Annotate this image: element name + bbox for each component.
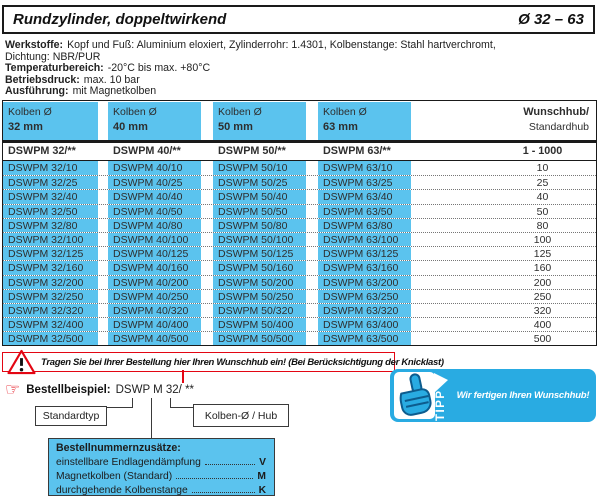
column-gutter [201,219,213,232]
order-example-code: DSWP M 32/ ** [115,384,195,396]
stroke-value: 400 [533,319,552,332]
piston-hub-label: Kolben-Ø / Hub [204,409,278,422]
order-code-cell: DSWPM 32/80 [3,219,98,232]
order-code-cell: DSWPM 63/80 [318,219,411,232]
suffix-list [56,455,266,497]
column-gutter [306,205,318,218]
column-gutter [306,102,318,140]
column-gutter [98,318,108,331]
spec-text: mit Magnetkolben [72,85,157,98]
column-gutter [98,276,108,289]
column-gutter [201,261,213,274]
order-code-cell: DSWPM 40/125 [108,247,201,260]
table-row [3,289,596,303]
connector-line [107,407,133,408]
spec-text: max. 10 bar [83,73,140,86]
order-code-cell: DSWPM 32/400 [3,318,98,331]
order-code-cell: DSWPM 32/50 [3,205,98,218]
warning-text: Tragen Sie bei Ihrer Bestellung hier Ihren Wunschhub ein! (Bei Berücksichtigung der Knicklast) [41,356,444,368]
order-code-cell: DSWPM 32/200 [3,276,98,289]
table-row [3,175,596,189]
column-gutter [98,102,108,140]
column-gutter [98,290,108,303]
column-header-line2: 40 mm [113,121,148,133]
suffix-text: durchgehende Kolbenstange [56,485,188,496]
suffix-text: Magnetkolben (Standard) [56,471,173,482]
column-gutter [201,143,213,160]
spec-label: Betriebsdruck: [5,73,80,86]
table-row [3,303,596,317]
suffix-option [56,469,266,483]
column-gutter [201,161,213,175]
stroke-value: 50 [536,205,549,218]
order-code-cell: DSWPM 40/80 [108,219,201,232]
spec-text: Kopf und Fuß: Aluminium eloxiert, Zylinderrohr: 1.4301, Kolbenstange: Stahl hartverchromt, [67,39,496,51]
order-code-cell: DSWPM 50/320 [213,304,306,317]
column-header-line1: Kolben Ø [8,106,52,118]
order-code-cell: DSWPM 50/100 [213,233,306,246]
order-code-cell: DSWPM 32/10 [3,161,98,175]
column-gutter [201,290,213,303]
pointing-hand-icon: ☞ [5,380,21,399]
suffix-code: V [259,457,266,468]
order-code-cell: DSWPM 63/40 [318,190,411,203]
spec-text: -20°C bis max. +80°C [107,62,211,75]
type-row [3,143,596,161]
thumbs-up-icon [394,372,435,419]
column-header-line2: 63 mm [323,121,358,133]
order-code-cell: DSWPM 40/40 [108,190,201,203]
piston-column-header [318,102,411,140]
stroke-header-line2: Standardhub [528,121,589,133]
stroke-value: 250 [533,290,552,303]
suffix-code: K [258,485,266,496]
column-gutter [306,304,318,317]
stroke-value: 25 [536,177,549,190]
order-code-cell: DSWPM 40/25 [108,176,201,189]
type-code-cell: DSWPM 63/** [318,143,411,160]
order-code-cell: DSWPM 40/320 [108,304,201,317]
order-code-cell: DSWPM 32/250 [3,290,98,303]
column-gutter [98,247,108,260]
order-code-cell: DSWPM 50/10 [213,161,306,175]
column-gutter [98,261,108,274]
column-gutter [98,190,108,203]
order-code-cell: DSWPM 40/400 [108,318,201,331]
table-row [3,331,596,345]
order-code-cell: DSWPM 32/160 [3,261,98,274]
table-row [3,161,596,175]
order-code-cell: DSWPM 63/250 [318,290,411,303]
column-gutter [201,318,213,331]
order-code-cell: DSWPM 40/250 [108,290,201,303]
diameter-range: Ø 32 – 63 [518,11,584,28]
type-code-cell: DSWPM 50/** [213,143,306,160]
order-code-cell: DSWPM 40/500 [108,332,201,345]
order-code-cell: DSWPM 63/160 [318,261,411,274]
order-code-cell: DSWPM 32/100 [3,233,98,246]
column-gutter [98,161,108,175]
page-title: Rundzylinder, doppeltwirkend [13,11,227,28]
column-gutter [98,143,108,160]
table-body [3,161,596,345]
column-gutter [201,304,213,317]
stroke-value: 200 [533,276,552,289]
order-example-line [5,380,195,399]
dot-leader [205,455,255,465]
order-code-cell: DSWPM 50/160 [213,261,306,274]
spec-list [5,40,496,98]
order-code-cell: DSWPM 32/40 [3,190,98,203]
connector-line [151,398,152,439]
standard-type-label: Standardtyp [42,410,100,422]
warning-banner [2,352,444,372]
column-gutter [201,205,213,218]
column-gutter [98,219,108,232]
piston-column-header [108,102,201,140]
order-code-cell: DSWPM 40/200 [108,276,201,289]
column-gutter [306,290,318,303]
suffix-option [56,455,266,469]
order-code-cell: DSWPM 40/50 [108,205,201,218]
order-code-cell: DSWPM 63/500 [318,332,411,345]
standard-type-tag [35,406,107,426]
column-gutter [98,205,108,218]
suffix-code: M [257,471,266,482]
spec-label: Werkstoffe: [5,39,64,51]
warning-triangle-icon [7,349,36,380]
title-bar [2,5,595,34]
column-gutter [201,190,213,203]
order-example-label: Bestellbeispiel: [26,384,111,396]
stroke-header-line1: Wunschhub/ [523,106,589,118]
stroke-value: 10 [536,162,549,174]
table-row [3,189,596,203]
stroke-range: 1 - 1000 [522,145,563,157]
column-gutter [306,176,318,189]
order-code-cell: DSWPM 63/125 [318,247,411,260]
stroke-value: 40 [536,191,549,204]
piston-hub-tag [193,404,289,427]
stroke-value: 125 [533,248,552,261]
spec-label: Temperaturbereich: [5,62,104,75]
table-row [3,204,596,218]
column-gutter [306,161,318,175]
order-code-cell: DSWPM 32/25 [3,176,98,189]
column-gutter [306,233,318,246]
suffix-option [56,483,266,497]
table-row [3,232,596,246]
column-gutter [306,332,318,345]
column-gutter [306,247,318,260]
order-code-cell: DSWPM 63/200 [318,276,411,289]
order-code-cell: DSWPM 50/50 [213,205,306,218]
order-suffix-title: Bestellnummernzusätze: [56,442,181,454]
column-gutter [306,219,318,232]
dot-leader [192,483,255,493]
order-code-cell: DSWPM 32/125 [3,247,98,260]
order-code-cell: DSWPM 63/25 [318,176,411,189]
spec-label: Ausführung: [5,85,69,98]
order-code-cell: DSWPM 32/500 [3,332,98,345]
piston-column-header [3,102,98,140]
order-code-cell: DSWPM 40/10 [108,161,201,175]
tip-message: Wir fertigen Ihren Wunschhub! [456,390,590,401]
product-table [2,100,597,346]
column-header-line2: 32 mm [8,121,43,133]
stroke-column-header [411,102,596,140]
column-gutter [306,190,318,203]
order-code-cell: DSWPM 50/500 [213,332,306,345]
order-code-cell: DSWPM 50/80 [213,219,306,232]
order-code-cell: DSWPM 40/100 [108,233,201,246]
order-code-cell: DSWPM 63/400 [318,318,411,331]
stroke-value: 500 [533,333,552,346]
column-gutter [98,176,108,189]
dot-leader [176,469,253,479]
column-gutter [201,176,213,189]
column-gutter [98,233,108,246]
column-gutter [306,318,318,331]
order-code-cell: DSWPM 50/25 [213,176,306,189]
column-gutter [201,332,213,345]
stroke-value: 100 [533,233,552,246]
table-row [3,246,596,260]
spec-line [5,86,496,98]
column-gutter [306,276,318,289]
type-code-cell: DSWPM 40/** [108,143,201,160]
column-gutter [201,276,213,289]
table-row [3,218,596,232]
column-gutter [306,143,318,160]
column-gutter [201,233,213,246]
table-row [3,317,596,331]
column-header-line1: Kolben Ø [218,106,262,118]
order-code-cell: DSWPM 63/320 [318,304,411,317]
piston-column-header [213,102,306,140]
order-code-cell: DSWPM 50/250 [213,290,306,303]
order-code-cell: DSWPM 50/125 [213,247,306,260]
order-code-cell: DSWPM 63/10 [318,161,411,175]
table-row [3,260,596,274]
column-gutter [201,102,213,140]
order-code-cell: DSWPM 63/50 [318,205,411,218]
table-header-row [3,101,596,143]
stroke-value: 160 [533,262,552,275]
order-suffix-box [48,438,275,496]
column-header-line1: Kolben Ø [323,106,367,118]
order-code-cell: DSWPM 50/200 [213,276,306,289]
connector-line [170,407,194,408]
order-code-cell: DSWPM 32/320 [3,304,98,317]
stroke-value: 320 [533,304,552,317]
warning-connector-line [182,370,184,383]
column-header-line1: Kolben Ø [113,106,157,118]
order-code-cell: DSWPM 63/100 [318,233,411,246]
spec-text: Dichtung: NBR/PUR [5,50,101,63]
stroke-value: 80 [536,219,549,232]
tip-banner [390,369,596,422]
table-row [3,275,596,289]
suffix-text: einstellbare Endlagendämpfung [56,457,201,468]
order-code-cell: DSWPM 40/160 [108,261,201,274]
column-gutter [306,261,318,274]
type-code-cell: DSWPM 32/** [3,143,98,160]
column-gutter [201,247,213,260]
column-header-line2: 50 mm [218,121,253,133]
tip-vertical-label: TIPP [435,389,447,421]
column-gutter [98,332,108,345]
order-code-cell: DSWPM 50/40 [213,190,306,203]
column-gutter [98,304,108,317]
order-code-cell: DSWPM 50/400 [213,318,306,331]
